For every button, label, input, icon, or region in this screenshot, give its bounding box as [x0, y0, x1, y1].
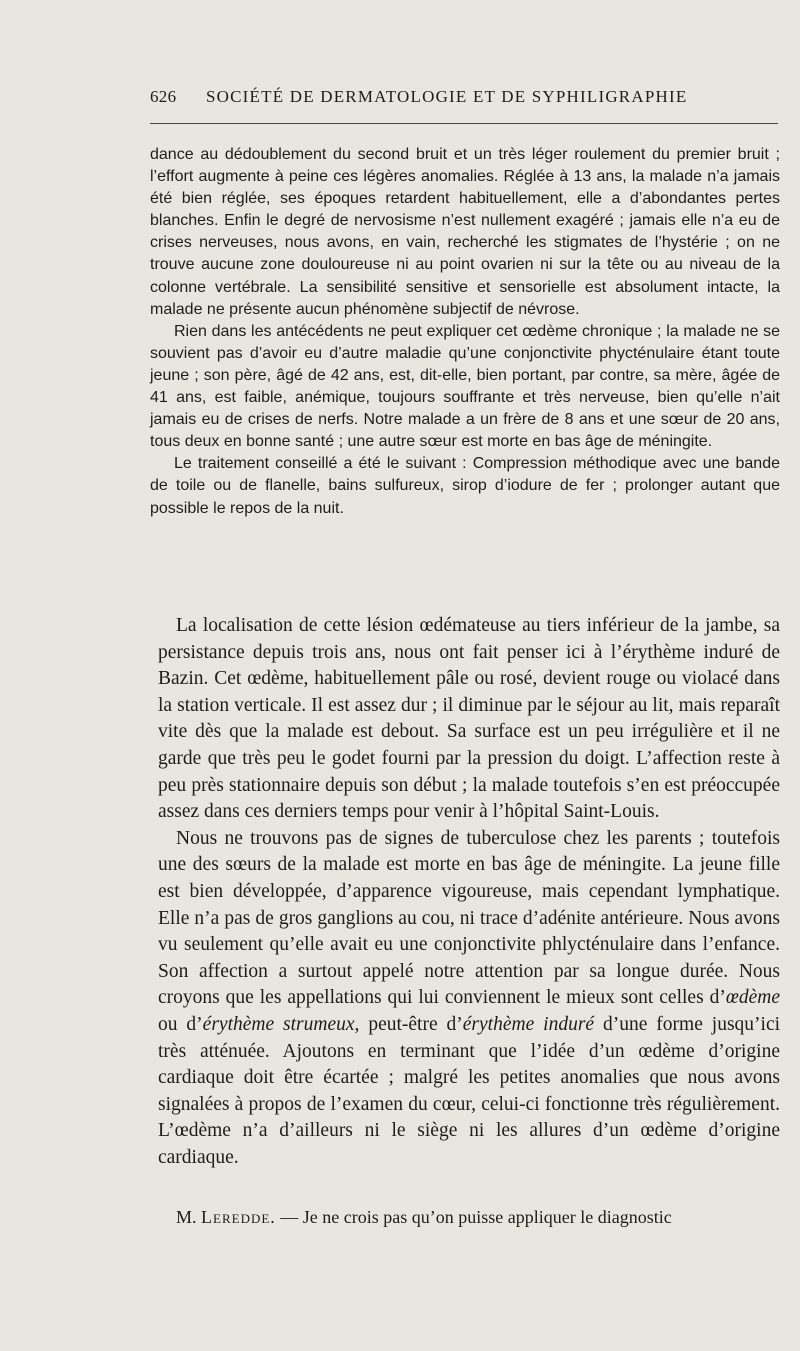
running-title: SOCIÉTÉ DE DERMATOLOGIE ET DE SYPHILIGRAPHIE — [206, 87, 688, 106]
speaker-name: Leredde. — [201, 1207, 276, 1227]
text-run: d’une forme jusqu’ici très atténuée. Ajoutons en terminant que l’idée d’un œdème d’origine cardiaque doit être écartée ; malgré les petites anomalies que nous avons signalées à propos de l’examen du cœur, celui-ci fonctionne très régulièrement. L’œdème n’a d’ailleurs ni le siège ni les allures d’un œdème d’origine cardiaque. — [158, 1013, 781, 1168]
final-line — [176, 1205, 780, 1229]
small-type-section — [150, 144, 780, 520]
text-run: Nous ne trouvons pas de signes de tuberculose chez les parents ; toutefois une des sœurs de la malade est morte en bas âge de méningite. La jeune fille est bien développée, d’apparence vigoureuse, mais cependant lymphatique. Elle n’a pas de gros ganglions au cou, ni trace d’adénite antérieure. Nous avons vu seulement qu’elle avait eu une conjonctivite phlycténulaire dans l’enfance. Son affection a surtout appelé notre attention par sa longue durée. Nous croyons que les appellations qui lui conviennent le mieux sont celles — [158, 827, 780, 1009]
text-run: , peut-être — [354, 1013, 438, 1035]
page-number: 626 — [150, 87, 177, 106]
text-run: ou — [158, 1013, 178, 1035]
text-run: d’ — [186, 1013, 203, 1035]
paragraph: Rien dans les antécédents ne peut expliquer cet œdème chronique ; la malade ne se souvient pas d’avoir eu d’autre maladie qu’une conjonctivite phycténulaire étant toute jeune ; son père, âgé de 42 ans, est, dit-elle, bien portant, par contre, sa mère, âgée de 41 ans, est faible, anémique, toujours souffrante et très nerveuse, bien qu’elle n’ait jamais eu de crises de nerfs. Notre malade a un frère de 8 ans et une sœur de 20 ans, tous deux en bonne santé ; une autre sœur est morte en bas âge de méningite. — [150, 322, 780, 451]
text-run: d’ — [709, 987, 726, 1009]
italic-term: œdème — [725, 987, 780, 1009]
final-text: — Je ne crois pas qu’on puisse appliquer le diagnostic — [280, 1207, 672, 1227]
paragraph — [158, 826, 780, 1172]
header-rule — [150, 123, 778, 124]
running-header — [150, 86, 778, 108]
italic-term: érythème strumeux — [202, 1013, 355, 1035]
speaker-prefix: M. — [176, 1207, 197, 1227]
main-text-section — [158, 613, 780, 1171]
paragraph: La localisation de cette lésion œdémateuse au tiers inférieur de la jambe, sa persistance depuis trois ans, nous ont fait penser ici à l’érythème induré de Bazin. Cet œdème, habituellement pâle ou rosé, devient rouge ou violacé dans la station verticale. Il est assez dur ; il diminue par le séjour au lit, mais reparaît vite dès que la malade est debout. Sa surface est un peu irrégulière et il ne garde que très peu le godet fourni par la pression du doigt. L’affection reste à peu près stationnaire depuis son début ; la malade toutefois s’en est préoccupée assez dans ces derniers temps pour venir à l’hôpital Saint-Louis. — [158, 615, 780, 823]
paragraph: dance au dédoublement du second bruit et un très léger roulement du premier bruit ; l’effort augmente à peine ces légères anomalies. Réglée à 13 ans, la malade n’a jamais été bien réglée, ses époques retardent habituellement, elle a d’abondantes pertes blanches. Enfin le degré de nervosisme n’est nullement exagéré ; jamais elle n’a eu de crises nerveuses, nous avons, en vain, recherché les stigmates de l’hystérie ; on ne trouve aucune zone douloureuse ni au point ovarien ni sur la tête ou au niveau de la colonne vertébrale. La sensibilité sensitive et sensorielle est absolument intacte, la malade ne présente aucun phénomène subjectif de névrose. — [150, 146, 780, 318]
paragraph: Le traitement conseillé a été le suivant : Compression méthodique avec une bande de toile ou de flanelle, bains sulfureux, sirop d’iodure de fer ; prolonger autant que possible le repos de la nuit. — [150, 455, 780, 517]
text-run: d’ — [446, 1013, 463, 1035]
italic-term: érythème induré — [462, 1013, 595, 1035]
